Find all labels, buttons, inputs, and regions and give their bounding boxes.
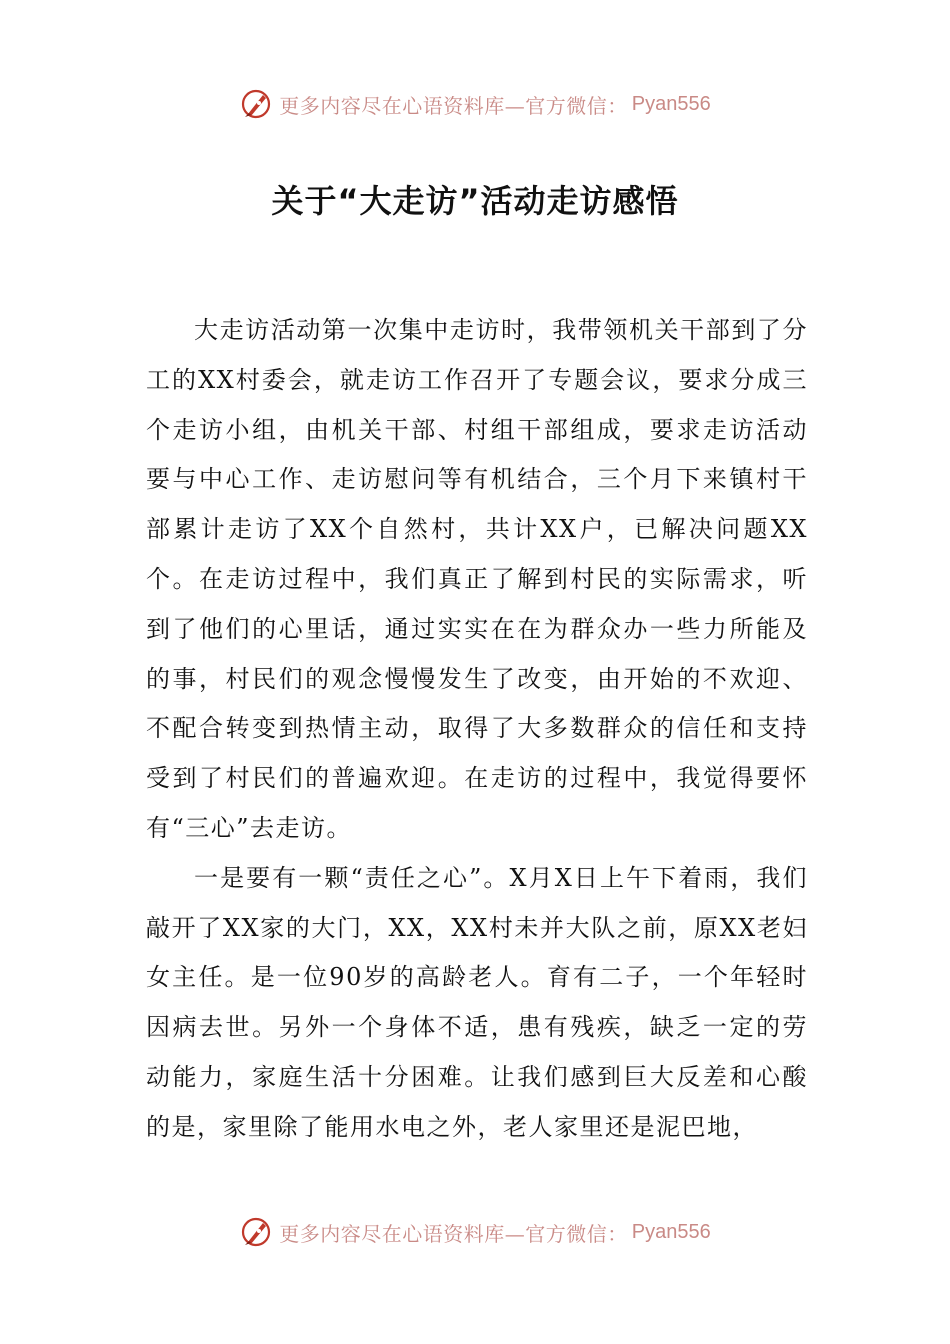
banner-wechat-id: Pyan556	[631, 1220, 711, 1243]
document-body	[146, 306, 808, 1153]
header-watermark-banner	[0, 84, 950, 124]
pen-logo-icon	[239, 1215, 273, 1249]
document-title: 关于“大走访”活动走访感悟	[271, 182, 679, 220]
footer-watermark-banner	[0, 1212, 950, 1252]
banner-text: 更多内容尽在心语资料库—官方微信：	[279, 1221, 628, 1246]
banner-wechat-id: Pyan556	[631, 92, 711, 115]
banner-text: 更多内容尽在心语资料库—官方微信：	[279, 93, 628, 118]
body-paragraph-2: 一是要有一颗“责任之心”。X月X日上午下着雨，我们敲开了XX家的大门，XX，XX村未并大队之前，原XX老妇女主任。是一位90岁的高龄老人。育有二子，一个年轻时因病去世。另外一个身体不适，患有残疾，缺乏一定的劳动能力，家庭生活十分困难。让我们感到巨大反差和心酸的是，家里除了能用水电之外，老人家里还是泥巴地，	[146, 863, 808, 1141]
body-paragraph-1: 大走访活动第一次集中走访时，我带领机关干部到了分工的XX村委会，就走访工作召开了专题会议，要求分成三个走访小组，由机关干部、村组干部组成，要求走访活动要与中心工作、走访慰问等有机结合，三个月下来镇村干部累计走访了XX个自然村，共计XX户，已解决问题XX个。在走访过程中，我们真正了解到村民的实际需求，听到了他们的心里话，通过实实在在为群众办一些力所能及的事，村民们的观念慢慢发生了改变，由开始的不欢迎、不配合转变到热情主动，取得了大多数群众的信任和支持受到了村民们的普遍欢迎。在走访的过程中，我觉得要怀有“三心”去走访。	[146, 316, 808, 842]
pen-logo-icon	[239, 87, 273, 121]
